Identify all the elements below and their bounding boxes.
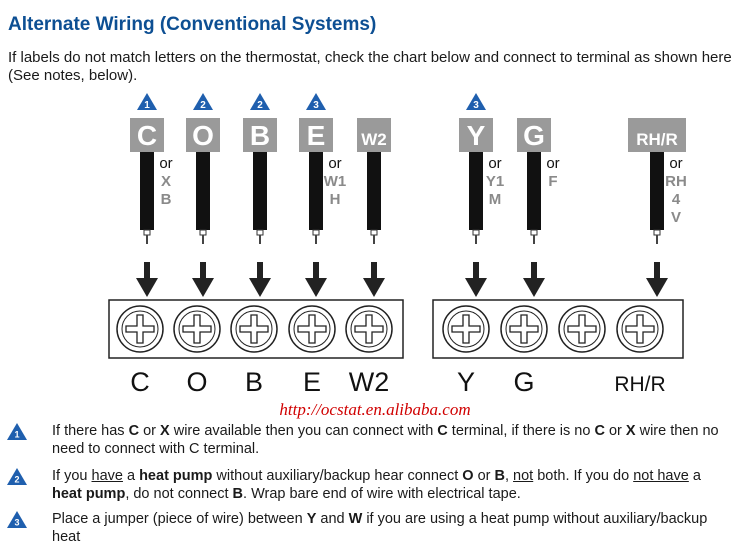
- note-badge: [306, 93, 326, 111]
- note-badge: [193, 93, 213, 111]
- or-label: or: [546, 155, 560, 172]
- watermark: http://ocstat.en.alibaba.com: [279, 400, 471, 419]
- note-text-run: or: [473, 468, 495, 484]
- bold-text: B: [232, 486, 244, 502]
- arrow-head: [249, 278, 271, 297]
- note-badge: [466, 93, 486, 111]
- arrow-shaft: [144, 262, 150, 280]
- wire-cable: [469, 152, 483, 230]
- note-text-run: . Wrap bare end of wire with electrical tape.: [243, 486, 521, 502]
- note-badge-1: [6, 422, 28, 442]
- wire-insulation-end: [200, 230, 206, 235]
- note-text-run: If you: [52, 468, 92, 484]
- arrow-head: [646, 278, 668, 297]
- note-text-run: , do not connect: [125, 486, 233, 502]
- note-text-run: if you are using a heat pump without auxiliary/backup heat: [52, 511, 708, 545]
- terminal-screw: [174, 306, 220, 352]
- arrow-shaft: [371, 262, 377, 280]
- terminal-screw: [117, 306, 163, 352]
- note-text-run: or: [604, 423, 626, 439]
- terminal-label: E: [302, 367, 322, 397]
- or-label: or: [159, 155, 173, 172]
- wire-insulation-end: [144, 230, 150, 235]
- arrow-shaft: [313, 262, 319, 280]
- wire-label: RH/R: [636, 130, 678, 149]
- note-2-text: [52, 468, 701, 502]
- note-3-text: [52, 511, 707, 545]
- alternate-label: V: [670, 209, 682, 226]
- bold-text: W: [348, 511, 363, 527]
- bold-text: X: [160, 423, 170, 439]
- terminal-screw: [443, 306, 489, 352]
- note-badge-number: 2: [200, 100, 206, 111]
- arrow-head: [523, 278, 545, 297]
- wire-label: Y: [466, 120, 486, 151]
- alternate-label: RH: [665, 173, 687, 190]
- terminal-label: W2: [348, 367, 390, 397]
- note-badge-2: [6, 467, 28, 487]
- terminal-label: C: [130, 367, 150, 397]
- wire-label: C: [136, 120, 158, 151]
- or-label: or: [669, 155, 683, 172]
- arrow-head: [136, 278, 158, 297]
- terminal-screw: [501, 306, 547, 352]
- arrow-head: [305, 278, 327, 297]
- arrow-head: [465, 278, 487, 297]
- underlined-text: have: [91, 468, 123, 484]
- intro-text: If labels do not match letters on the thermostat, check the chart below and connect to terminal as shown here (See notes, below).: [8, 49, 732, 84]
- bold-text: C: [437, 423, 448, 439]
- note-text-run: terminal, if there is no: [447, 423, 595, 439]
- note-2: [14, 467, 732, 503]
- wire-label: E: [306, 120, 326, 151]
- wire-cable: [527, 152, 541, 230]
- wire-insulation-end: [371, 230, 377, 235]
- terminal-screw: [559, 306, 605, 352]
- bold-text: X: [625, 423, 636, 439]
- wire-insulation-end: [473, 230, 479, 235]
- bold-text: C: [594, 423, 605, 439]
- terminal-screw: [346, 306, 392, 352]
- page-title: Alternate Wiring (Conventional Systems): [8, 14, 377, 35]
- wire-label: G: [523, 120, 545, 151]
- terminal-screw: [617, 306, 663, 352]
- wire-cable: [650, 152, 664, 230]
- note-text-run: a: [688, 468, 701, 484]
- terminal-label: RH/R: [614, 373, 666, 396]
- terminal-label: Y: [456, 367, 476, 397]
- arrow-shaft: [654, 262, 660, 280]
- bold-text: O: [462, 468, 474, 484]
- note-1-text: [52, 423, 719, 457]
- terminal-label: G: [513, 367, 535, 397]
- note-text-run: both. If you do: [533, 468, 634, 484]
- wire-label: O: [192, 120, 214, 151]
- terminal-label: B: [244, 367, 264, 397]
- note-text-run: If there has: [52, 423, 129, 439]
- note-3: [14, 510, 732, 546]
- note-text-run: Place a jumper (piece of wire) between: [52, 511, 307, 527]
- terminal-screw: [289, 306, 335, 352]
- note-badge-number: 3: [473, 100, 479, 111]
- alternate-label: F: [548, 173, 558, 190]
- note-text-run: without auxiliary/backup hear connect: [212, 468, 463, 484]
- bold-text: C: [128, 423, 140, 439]
- or-label: or: [488, 155, 502, 172]
- note-1: [14, 422, 732, 458]
- alternate-label: W1: [323, 173, 347, 190]
- wire-cable: [309, 152, 323, 230]
- note-text-run: wire then no need to connect with C terminal.: [52, 423, 719, 457]
- alternate-label: Y1: [485, 173, 505, 190]
- note-badge-number: 2: [257, 100, 263, 111]
- wire-insulation-end: [313, 230, 319, 235]
- alternate-label: M: [488, 191, 502, 208]
- note-text-run: or: [139, 423, 161, 439]
- underlined-text: not: [513, 468, 534, 484]
- wire-label: B: [249, 120, 271, 151]
- terminal-label: O: [186, 367, 208, 397]
- note-badge-3: [6, 510, 28, 530]
- wire-cable: [196, 152, 210, 230]
- underlined-text: not have: [633, 468, 689, 484]
- note-text-run: wire available then you can connect with: [169, 423, 438, 439]
- alternate-label: H: [329, 191, 341, 208]
- note-text-run: ,: [504, 468, 514, 484]
- alternate-label: 4: [671, 191, 681, 208]
- note-text-run: and: [316, 511, 349, 527]
- wire-cable: [253, 152, 267, 230]
- note-badge-number: 1: [14, 429, 20, 440]
- wire-cable: [367, 152, 381, 230]
- note-badge-number: 3: [14, 517, 20, 528]
- wire-insulation-end: [654, 230, 660, 235]
- note-badge-number: 3: [313, 100, 319, 111]
- arrow-shaft: [531, 262, 537, 280]
- alternate-label: B: [160, 191, 172, 208]
- note-badge: [250, 93, 270, 111]
- terminal-screw: [231, 306, 277, 352]
- arrow-head: [192, 278, 214, 297]
- bold-text: Y: [306, 511, 317, 527]
- arrow-shaft: [257, 262, 263, 280]
- wire-label: W2: [361, 130, 387, 149]
- wire-insulation-end: [531, 230, 537, 235]
- bold-text: B: [494, 468, 505, 484]
- arrow-shaft: [473, 262, 479, 280]
- alternate-label: X: [160, 173, 172, 190]
- arrow-shaft: [200, 262, 206, 280]
- note-badge-number: 2: [14, 474, 20, 485]
- bold-text: heat pump: [52, 486, 126, 502]
- note-text-run: a: [122, 468, 140, 484]
- note-badge: [137, 93, 157, 111]
- wire-cable: [140, 152, 154, 230]
- wire-insulation-end: [257, 230, 263, 235]
- arrow-head: [363, 278, 385, 297]
- note-badge-number: 1: [144, 100, 150, 111]
- or-label: or: [328, 155, 342, 172]
- bold-text: heat pump: [139, 468, 213, 484]
